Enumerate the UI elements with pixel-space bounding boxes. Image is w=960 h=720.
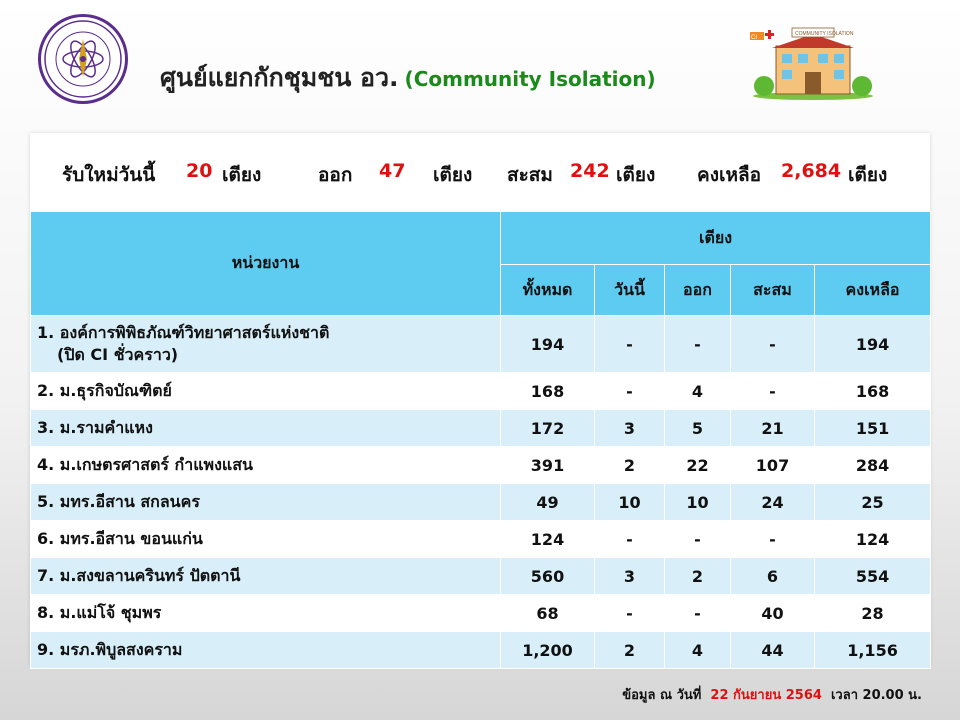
row-unit-name: 9. มรภ.พิบูลสงคราม xyxy=(31,632,501,669)
cell-today: 10 xyxy=(595,484,665,521)
table-row xyxy=(31,595,931,632)
cell-today: 2 xyxy=(595,447,665,484)
cell-cumulative: 6 xyxy=(731,558,815,595)
summary-cumulative-unit: เตียง xyxy=(616,164,656,186)
unit-column-header: หน่วยงาน xyxy=(31,212,501,316)
col-header-cumulative: สะสม xyxy=(731,265,815,316)
cell-remaining: 168 xyxy=(815,373,931,410)
summary-out-label: ออก xyxy=(318,164,353,186)
col-header-total: ทั้งหมด xyxy=(501,265,595,316)
beds-column-header: เตียง xyxy=(501,212,931,265)
cell-total: 168 xyxy=(501,373,595,410)
summary-new-value: 20 xyxy=(186,160,213,182)
cell-cumulative: 24 xyxy=(731,484,815,521)
cell-remaining: 554 xyxy=(815,558,931,595)
cell-out: - xyxy=(665,595,731,632)
timestamp-date: 22 กันยายน 2564 xyxy=(710,688,822,703)
cell-remaining: 28 xyxy=(815,595,931,632)
cell-out: 4 xyxy=(665,373,731,410)
title-thai: ศูนย์แยกกักชุมชน อว. xyxy=(160,63,399,92)
cell-total: 124 xyxy=(501,521,595,558)
cell-total: 560 xyxy=(501,558,595,595)
row-unit-name: 8. ม.แม่โจ้ ชุมพร xyxy=(31,595,501,632)
cell-out: 4 xyxy=(665,632,731,669)
cell-total: 49 xyxy=(501,484,595,521)
summary-out-value: 47 xyxy=(379,160,406,182)
unit-name-line1: 1. องค์การพิพิธภัณฑ์วิทยาศาสตร์แห่งชาติ xyxy=(37,323,330,342)
daily-summary xyxy=(30,133,930,211)
cell-cumulative: - xyxy=(731,521,815,558)
isolation-table-panel xyxy=(30,133,930,666)
cell-today: 2 xyxy=(595,632,665,669)
cell-today: - xyxy=(595,316,665,373)
summary-new-label: รับใหม่วันนี้ xyxy=(62,164,156,186)
cell-today: - xyxy=(595,373,665,410)
cell-remaining: 25 xyxy=(815,484,931,521)
cell-cumulative: 40 xyxy=(731,595,815,632)
summary-remaining-unit: เตียง xyxy=(848,164,888,186)
cell-cumulative: 107 xyxy=(731,447,815,484)
cell-remaining: 124 xyxy=(815,521,931,558)
cell-today: 3 xyxy=(595,410,665,447)
cell-out: 5 xyxy=(665,410,731,447)
row-unit-name xyxy=(31,316,501,373)
cell-remaining: 194 xyxy=(815,316,931,373)
cell-cumulative: - xyxy=(731,316,815,373)
table-row xyxy=(31,373,931,410)
cell-total: 1,200 xyxy=(501,632,595,669)
col-header-today: วันนี้ xyxy=(595,265,665,316)
table-row xyxy=(31,632,931,669)
table-row xyxy=(31,558,931,595)
ministry-logo xyxy=(38,14,128,104)
timestamp-time: เวลา 20.00 น. xyxy=(830,688,922,703)
cell-out: - xyxy=(665,521,731,558)
cell-today: - xyxy=(595,521,665,558)
cell-out: 10 xyxy=(665,484,731,521)
col-header-remaining: คงเหลือ xyxy=(815,265,931,316)
col-header-out: ออก xyxy=(665,265,731,316)
cell-cumulative: 44 xyxy=(731,632,815,669)
row-unit-name: 6. มทร.อีสาน ขอนแก่น xyxy=(31,521,501,558)
summary-new-unit: เตียง xyxy=(222,164,262,186)
cell-total: 391 xyxy=(501,447,595,484)
row-unit-name: 7. ม.สงขลานครินทร์ ปัตตานี xyxy=(31,558,501,595)
cell-cumulative: - xyxy=(731,373,815,410)
table-row xyxy=(31,484,931,521)
table-row xyxy=(31,410,931,447)
table-row xyxy=(31,447,931,484)
summary-cumulative-label: สะสม xyxy=(507,164,553,186)
cell-today: - xyxy=(595,595,665,632)
cell-total: 194 xyxy=(501,316,595,373)
table-row xyxy=(31,316,931,373)
row-unit-name: 4. ม.เกษตรศาสตร์ กำแพงแสน xyxy=(31,447,501,484)
cell-remaining: 1,156 xyxy=(815,632,931,669)
page-title xyxy=(160,58,656,98)
summary-remaining-value: 2,684 xyxy=(781,160,842,182)
cell-out: - xyxy=(665,316,731,373)
data-timestamp xyxy=(622,684,922,705)
title-english: (Community Isolation) xyxy=(404,67,656,91)
svg-text:CI: CI xyxy=(751,35,757,41)
table-row xyxy=(31,521,931,558)
cell-total: 172 xyxy=(501,410,595,447)
unit-name-note: (ปิด CI ชั่วคราว) xyxy=(57,345,179,364)
row-unit-name: 5. มทร.อีสาน สกลนคร xyxy=(31,484,501,521)
svg-text:COMMUNITY ISOLATION: COMMUNITY ISOLATION xyxy=(795,31,854,37)
atom-emblem-icon xyxy=(41,17,125,101)
summary-remaining-label: คงเหลือ xyxy=(697,164,762,186)
cell-out: 22 xyxy=(665,447,731,484)
isolation-bed-table xyxy=(30,211,931,669)
cell-remaining: 151 xyxy=(815,410,931,447)
row-unit-name: 2. ม.ธุรกิจบัณฑิตย์ xyxy=(31,373,501,410)
row-unit-name: 3. ม.รามคำแหง xyxy=(31,410,501,447)
cell-cumulative: 21 xyxy=(731,410,815,447)
cell-remaining: 284 xyxy=(815,447,931,484)
cell-out: 2 xyxy=(665,558,731,595)
community-isolation-building-icon xyxy=(748,24,878,100)
summary-out-unit: เตียง xyxy=(433,164,473,186)
cell-total: 68 xyxy=(501,595,595,632)
timestamp-prefix: ข้อมูล ณ วันที่ xyxy=(622,688,702,703)
summary-cumulative-value: 242 xyxy=(570,160,610,182)
cell-today: 3 xyxy=(595,558,665,595)
